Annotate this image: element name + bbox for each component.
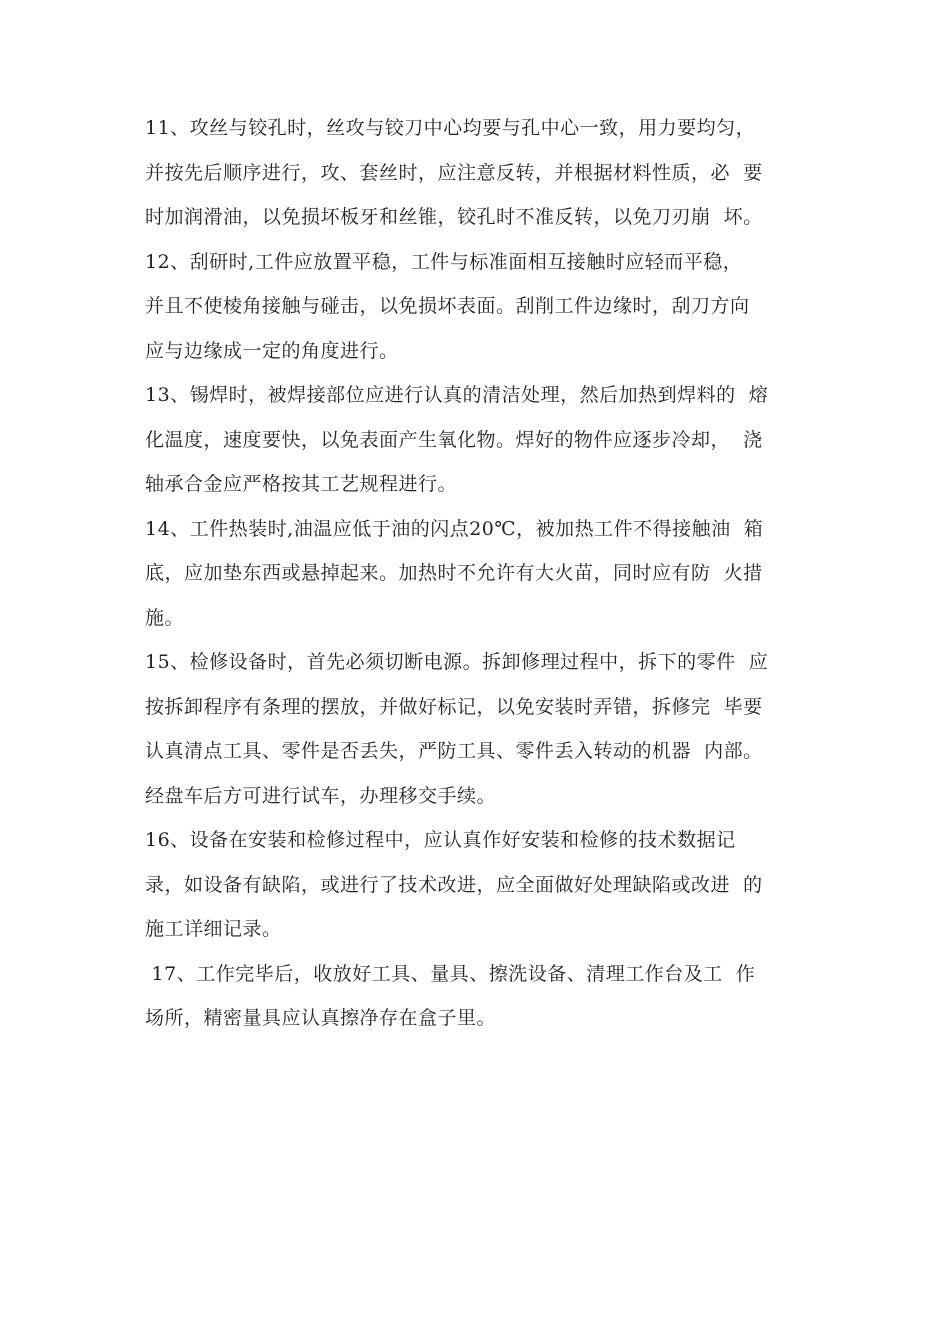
text-line: 14、工件热装时,油温应低于油的闪点20℃，被加热工件不得接触油 箱 (145, 517, 764, 540)
text-line: 13、锡焊时，被焊接部位应进行认真的清洁处理，然后加热到焊料的 熔 (145, 384, 769, 406)
text-line: 并按先后顺序进行，攻、套丝时，应注意反转，并根据材料性质，必 要 (145, 161, 763, 184)
text-line: 认真清点工具、零件是否丢失，严防工具、零件丢入转动的机器 内部。 (145, 740, 763, 762)
text-line: 轴承合金应严格按其工艺规程进行。 (145, 473, 458, 495)
text-line: 时加润滑油，以免损坏板牙和丝锥，铰孔时不准反转，以免刀刃崩 坏。 (145, 206, 763, 228)
text-line: 录，如设备有缺陷，或进行了技术改进，应全面做好处理缺陷或改进 的 (145, 873, 763, 896)
text-line: 按拆卸程序有条理的摆放，并做好标记，以免安装时弄错，拆修完 毕要 (145, 695, 763, 718)
text-line: 并且不使棱角接触与碰击，以免损坏表面。刮削工件边缘时，刮刀方向 (145, 295, 750, 317)
document-body (145, 106, 825, 1041)
text-line: 底，应加垫东西或悬掉起来。加热时不允许有大火苗，同时应有防 火措 (145, 562, 763, 584)
text-line: 施。 (145, 606, 185, 629)
text-line: 场所，精密量具应认真擦净存在盒子里。 (145, 1007, 497, 1029)
text-line: 施工详细记录。 (145, 918, 282, 940)
text-line: 11、攻丝与铰孔时，丝攻与铰刀中心均要与孔中心一致，用力要均匀， (145, 117, 756, 139)
text-line: 15、检修设备时，首先必须切断电源。拆卸修理过程中，拆下的零件 应 (145, 651, 769, 673)
text-line: 经盘车后方可进行试车，办理移交手续。 (145, 784, 497, 807)
text-line: 16、设备在安装和检修过程中，应认真作好安装和检修的技术数据记 (145, 829, 736, 851)
text-line: 应与边缘成一定的角度进行。 (145, 339, 399, 362)
text-line: 12、刮研时,工件应放置平稳，工件与标准面相互接触时应轻而平稳， (145, 250, 743, 273)
text-line: 17、工作完毕后，收放好工具、量具、擦洗设备、清理工作台及工 作 (145, 962, 756, 985)
text-line: 化温度，速度要快，以免表面产生氧化物。焊好的物件应逐步冷却， 浇 (145, 428, 763, 451)
